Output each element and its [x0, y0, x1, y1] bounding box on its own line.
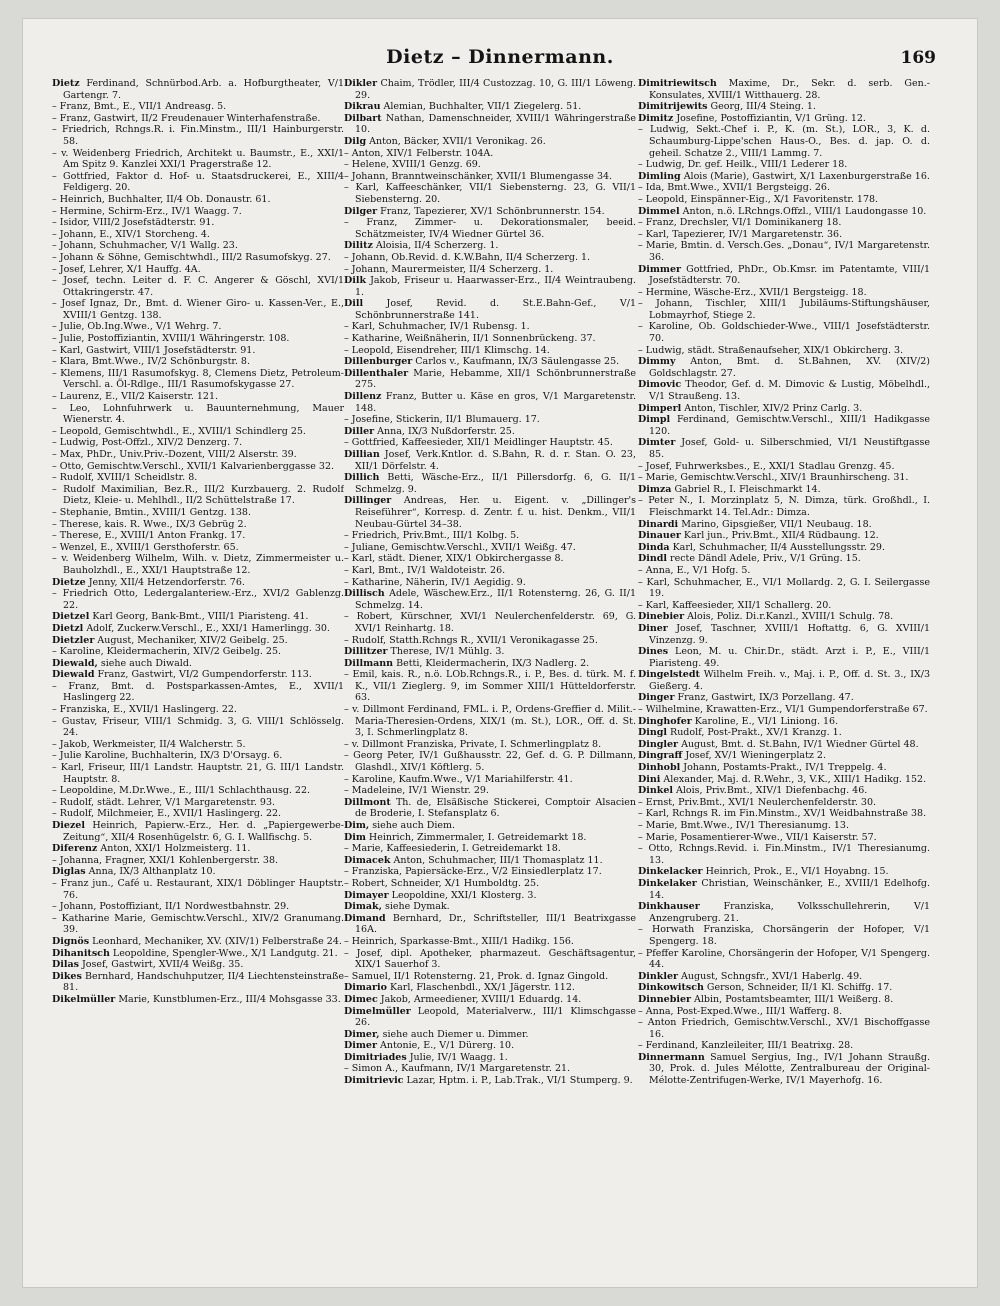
directory-entry: – v. Dillmont Franziska, Private, I. Schmerlingplatz 8.	[344, 738, 602, 750]
directory-entry: Dihanitsch Leopoldine, Spengler-Wwe., X/1 Landgutg. 21.	[52, 947, 338, 959]
directory-entry: – Karoline, Kleidermacherin, XIV/2 Geibelg. 25.	[52, 646, 282, 658]
directory-entry: Dimovic Theodor, Gef. d. M. Dimovic & Lustig, Möbelhdl., V/1 Straußeng. 13.	[638, 379, 930, 403]
directory-entry: Dimayer Leopoldine, XXI/1 Klosterg. 3.	[344, 889, 537, 901]
directory-entry: Dingelstedt Wilhelm Freih. v., Maj. i. P., Off. d. St. 3., IX/3 Gießerg. 4.	[638, 669, 930, 692]
directory-entry: – Katharine, Näherin, IV/1 Aegidig. 9.	[344, 576, 526, 588]
directory-page	[22, 18, 978, 1288]
directory-entry: Dimak, siehe Dymak.	[344, 901, 450, 913]
directory-entry: – Johanna, Fragner, XXI/1 Kohlenbergerstr. 38.	[52, 854, 279, 866]
directory-entry: Dimitriades Julie, IV/1 Waagg. 1.	[344, 1051, 508, 1063]
directory-entry: – Robert, Schneider, X/1 Humboldtg. 25.	[344, 877, 540, 889]
directory-entry: Dillmann Betti, Kleidermacherin, IX/3 Nadlerg. 2.	[344, 657, 590, 669]
directory-entry: Dingraff Josef, XV/1 Wieningerplatz 2.	[638, 750, 826, 762]
directory-entry: – v. Dillmont Ferdinand, FML. i. P., Ordens-Greffier d. Milit.-Maria-Theresien-Ordens, XIX/1 (m. St.), LOR., Off. d. St. 3, I. Schmerlingplatz 8.	[344, 704, 636, 739]
directory-entry: Dilg Anton, Bäcker, XVII/1 Veronikag. 26.	[344, 135, 546, 147]
directory-entry: Dimling Alois (Marie), Gastwirt, X/1 Laxenburgerstraße 16.	[638, 170, 930, 182]
directory-entry: Dikes Bernhard, Handschuhputzer, II/4 Liechtensteinstraße 81.	[52, 970, 344, 994]
directory-entry: Dillenz Franz, Butter u. Käse en gros, V/1 Margaretenstr. 148.	[344, 391, 636, 414]
directory-entry: Dilger Franz, Tapezierer, XV/1 Schönbrunnerstr. 154.	[344, 205, 605, 217]
directory-entry: – Anton, XIV/1 Felberstr. 104A.	[344, 147, 494, 159]
directory-entry: – Stephanie, Bmtin., XVIII/1 Gentzg. 138.	[52, 506, 251, 518]
directory-entry: – Robert, Kürschner, XVI/1 Neulerchenfelderstr. 69, G. XVI/1 Reinhartg. 18.	[344, 611, 636, 634]
directory-entry: – Franziska, E., XVII/1 Haslingerg. 22.	[52, 704, 237, 716]
directory-entry: – Otto, Rchngs.Revid. i. Fin.Minstm., IV/1 Theresianumg. 13.	[638, 843, 930, 866]
directory-entry: – v. Weidenberg Wilhelm, Wilh. v. Dietz, Zimmermeister u. Bauholzhdl., E., XXI/1 Hauptstraße 12.	[52, 553, 344, 576]
directory-entry: Dillmont Th. de, Elsäßische Stickerei, Comptoir Alsacien de Broderie, I. Stefansplatz 6.	[344, 796, 636, 820]
directory-entry: – Ludwig, Post-Offzl., XIV/2 Denzerg. 7.	[52, 437, 243, 449]
directory-entry: Dinkhauser Franziska, Volksschullehrerin, V/1 Anzengruberg. 21.	[638, 901, 930, 924]
directory-entry: – Katharine Marie, Gemischtw.Verschl., XIV/2 Granumang. 39.	[52, 912, 344, 936]
directory-entry: – Johann, E., XIV/1 Storcheng. 4.	[52, 228, 210, 240]
directory-entry: – Helene, XVIII/1 Genzg. 69.	[344, 159, 481, 171]
directory-entry: Dikelmüller Marie, Kunstblumen-Erz., III/4 Mohsgasse 33.	[52, 993, 341, 1005]
directory-entry: – Johann, Schuhmacher, V/1 Wallg. 23.	[52, 240, 238, 252]
directory-entry: – Johann, Tischler, XIII/1 Jubiläums-Stiftungshäuser, Lobmayrhof, Stiege 2.	[638, 298, 930, 321]
directory-entry: – Karl, Gastwirt, VIII/1 Josefstädterstr. 91.	[52, 344, 256, 356]
directory-entry: – Julie, Postoffiziantin, XVIII/1 Währingerstr. 108.	[52, 333, 290, 345]
directory-entry: Dietze Jenny, XII/4 Hetzendorferstr. 76.	[52, 576, 245, 588]
directory-entry: Dimelmüller Leopold, Materialverw., III/1 Klimschgasse 26.	[344, 1005, 636, 1029]
directory-entry: – Josef, Lehrer, X/1 Hauffg. 4A.	[52, 263, 201, 275]
directory-entry: Dimec Jakob, Armeediener, XVIII/1 Eduardg. 14.	[344, 993, 582, 1005]
directory-entry: – Gustav, Friseur, VIII/1 Schmidg. 3, G. VIII/1 Schlösselg. 24.	[52, 715, 344, 739]
directory-entry: Diferenz Anton, XXI/1 Holzmeisterg. 11.	[52, 843, 251, 855]
directory-entry: – Leopoldine, M.Dr.Wwe., E., III/1 Schlachthausg. 22.	[52, 785, 311, 797]
directory-entry: Dillenthaler Marie, Hebamme, XII/1 Schönbrunnerstraße 275.	[344, 367, 636, 391]
directory-entry: – Ida, Bmt.Wwe., XVII/1 Bergsteigg. 26.	[638, 182, 830, 194]
directory-entry: Dimmer Gottfried, PhDr., Ob.Kmsr. im Patentamte, VIII/1 Josefstädterstr. 70.	[638, 263, 930, 287]
directory-entry: – Leopold, Einspänner-Eig., X/1 Favoritenstr. 178.	[638, 193, 879, 205]
directory-entry: – Karl, Rchngs R. im Fin.Minstm., XV/1 Weidbahnstraße 38.	[638, 808, 927, 820]
directory-entry: Dilas Josef, Gastwirt, XVII/4 Weißg. 35.	[52, 959, 244, 971]
directory-entry: – Karl, Tapezierer, IV/1 Margaretenstr. 36.	[638, 228, 843, 240]
directory-entry: Dinkler August, Schngsfr., XVI/1 Haberlg. 49.	[638, 970, 863, 982]
directory-entry: Dill Josef, Revid. d. St.E.Bahn-Gef., V/1 Schönbrunnerstraße 141.	[344, 298, 636, 321]
directory-entry: Dillisch Adele, Wäschew.Erz., II/1 Rotensterng. 26, G. II/1 Schmelzg. 14.	[344, 588, 636, 611]
directory-entry: – Samuel, II/1 Rotensterng. 21, Prok. d. Ignaz Gingold.	[344, 970, 609, 982]
directory-entry: – Heinrich, Buchhalter, II/4 Ob. Donaustr. 61.	[52, 193, 271, 205]
directory-entry: Dingl Rudolf, Post-Prakt., XV/1 Kranzg. 1.	[638, 727, 842, 739]
directory-entry: – Josef, techn. Leiter d. F. C. Angerer & Göschl, XVI/1 Ottakringerstr. 47.	[52, 275, 344, 298]
directory-entry: Dinebier Alois, Poliz. Di.r.Kanzl., XVIII/1 Schulg. 78.	[638, 611, 894, 623]
directory-entry: – Therese, kais. R. Wwe., IX/3 Gebrüg 2.	[52, 518, 247, 530]
directory-entry: – Anton Friedrich, Gemischtw.Verschl., XV/1 Bischoffgasse 16.	[638, 1017, 930, 1040]
directory-entry: Dinnebier Albin, Postamtsbeamter, III/1 Weißerg. 8.	[638, 993, 894, 1005]
directory-entry: Dimario Karl, Flaschenbdl., XX/1 Jägerstr. 112.	[344, 982, 575, 994]
directory-entry: Dindl recte Dändl Adele, Priv., V/1 Grüng. 15.	[638, 553, 861, 565]
directory-entry: Dimitrijewits Georg, III/4 Steing. 1.	[638, 101, 816, 113]
directory-entry: – Franz, Zimmer- u. Dekorationsmaler, beeid. Schätzmeister, IV/4 Wiedner Gürtel 36.	[344, 217, 636, 240]
directory-entry: – Anna, Post-Exped.Wwe., III/1 Wafferg. 8.	[638, 1005, 843, 1017]
directory-entry: – Pfeffer Karoline, Chorsängerin der Hofoper, V/1 Spengerg. 44.	[638, 947, 930, 971]
directory-entry: – Friedrich, Rchngs.R. i. Fin.Minstm., III/1 Hainburgerstr. 58.	[52, 124, 344, 147]
directory-entry: – Laurenz, E., VII/2 Kaiserstr. 121.	[52, 391, 219, 403]
directory-entry: Dikler Chaim, Trödler, III/4 Custozzag. 10, G. III/1 Löweng. 29.	[344, 78, 636, 101]
directory-entry: Dillinger Andreas, Her. u. Eigent. v. „Dillinger's Reiseführer“, Korresp. d. Zentr. f. u. hist. Denkm., VII/1 Neubau-Gürtel 34–38.	[344, 495, 636, 530]
directory-entry: – Ludwig, städt. Straßenaufseher, XIX/1 Obkircherg. 3.	[638, 344, 904, 356]
directory-entry: Dikrau Alemian, Buchhalter, VII/1 Ziegelerg. 51.	[344, 101, 582, 113]
directory-entry: Dinger Franz, Gastwirt, IX/3 Porzellang. 47.	[638, 692, 854, 704]
directory-entry: Dimperl Anton, Tischler, XIV/2 Prinz Carlg. 3.	[638, 402, 863, 414]
directory-entry: – Franziska, Papiersäcke-Erz., V/2 Einsiedlerplatz 17.	[344, 866, 602, 878]
directory-entry: – Franz, Gastwirt, II/2 Freudenauer Winterhafenstraße.	[52, 112, 321, 124]
directory-entry: – Wilhelmine, Krawatten-Erz., VI/1 Gumpendorferstraße 67.	[638, 704, 928, 716]
directory-column-3	[638, 78, 930, 1268]
directory-entry: Dinardi Marino, Gipsgießer, VII/1 Neubaug. 18.	[638, 518, 872, 530]
directory-entry: – Klemens, III/1 Rasumofskyg. 8, Clemens Dietz, Petroleum-Verschl. a. Öl-Rdlge., III/1 Rasumofskygasse 27.	[52, 367, 344, 391]
directory-entry: – Rudolf Maximilian, Bez.R., III/2 Kurzbauerg. 2. Rudolf Dietz, Kleie- u. Mehlhdl., II/2 Schüttelstraße 17.	[52, 483, 344, 507]
directory-entry: Dinkel Alois, Priv.Bmt., XIV/1 Diefenbachg. 46.	[638, 785, 868, 797]
directory-entry: – Julie Karoline, Buchhalterin, IX/3 D'Orsayg. 6.	[52, 750, 283, 762]
directory-entry: – Rudolf, XVIII/1 Scheidlstr. 8.	[52, 472, 198, 484]
directory-entry: – v. Weidenberg Friedrich, Architekt u. Baumstr., E., XXI/1 Am Spitz 9. Kanzlei XXI/1 Pragerstraße 12.	[52, 147, 344, 171]
directory-entry: – Leo, Lohnfuhrwerk u. Bauunternehmung, Mauer Wienerstr. 4.	[52, 402, 344, 426]
directory-entry: – Max, PhDr., Univ.Priv.-Dozent, VIII/2 Alserstr. 39.	[52, 449, 297, 460]
directory-entry: – Leopold, Eisendreher, III/1 Klimschg. 14.	[344, 344, 550, 356]
directory-entry: – Franz, Drechsler, VI/1 Dominikanerg 18.	[638, 217, 842, 229]
directory-entry: – Josef, Fuhrwerksbes., E., XXI/1 Stadlau Grenzg. 45.	[638, 460, 895, 472]
directory-entry: Dinkelacker Heinrich, Prok., E., VI/1 Hoyabng. 15.	[638, 866, 889, 878]
directory-entry: – Hermine, Wäsche-Erz., XVII/1 Bergsteigg. 18.	[638, 286, 867, 298]
directory-entry: – Rudolf, Statth.Rchngs R., XVII/1 Veronikagasse 25.	[344, 634, 598, 646]
directory-entry: – Marie, Bmt.Wwe., IV/1 Theresianumg. 13.	[638, 820, 849, 831]
directory-entry: – Johann, Postoffiziant, II/1 Nordwestbahnstr. 29.	[52, 901, 290, 913]
directory-entry: Dim, siehe auch Diem.	[344, 820, 456, 831]
directory-entry: – Josefine, Stickerin, II/1 Blumauerg. 17.	[344, 414, 540, 426]
directory-entry: – Julie, Ob.Ing.Wwe., V/1 Wehrg. 7.	[52, 321, 222, 333]
directory-entry: Dim Heinrich, Zimmermaler, I. Getreidemarkt 18.	[344, 831, 587, 843]
directory-entry: Diezel Heinrich, Papierw.-Erz., Her. d. „Papiergewerbe-Zeitung“, XII/4 Rosenhügelstr. 6, G. I. Wallfischg. 5.	[52, 820, 344, 843]
directory-entry: Dinnermann Samuel Sergius, Ing., IV/1 Johann Straußg. 30, Prok. d. Jules Mélotte, Zentralbureau der Original-Mélotte-Zentrifugen-Werke, IV/1 Mayerhofg. 16.	[638, 1051, 930, 1087]
directory-entry: – Karl, Bmt., IV/1 Waldoteistr. 26.	[344, 564, 506, 576]
page-header	[22, 46, 978, 76]
directory-entry: Diewald Franz, Gastwirt, VI/2 Gumpendorferstr. 113.	[52, 669, 312, 681]
directory-entry: – Marie, Gemischtw.Verschl., XIV/1 Braunhirscheng. 31.	[638, 472, 909, 484]
directory-entry: Dinhobl Johann, Postamts-Prakt., IV/1 Treppelg. 4.	[638, 762, 887, 774]
page-number: 169	[900, 48, 936, 68]
directory-entry: – Wenzel, E., XVIII/1 Gersthoferstr. 65.	[52, 541, 239, 553]
directory-entry: Dimmel Anton, n.ö. LRchngs.Offzl., VIII/1 Laudongasse 10.	[638, 205, 927, 217]
directory-entry: Dillitzer Therese, IV/1 Mühlg. 3.	[344, 646, 505, 658]
directory-entry: – Marie, Posamentierer-Wwe., VII/1 Kaiserstr. 57.	[638, 831, 877, 843]
directory-entry: Dilitz Aloisia, II/4 Scherzerg. 1.	[344, 240, 499, 252]
directory-entry: – Johann, Branntweinschänker, XVII/1 Blumengasse 34.	[344, 170, 613, 182]
directory-entry: – Karl, Kaffeeschänker, VII/1 Siebensterng. 23, G. VII/1 Siebensterng. 20.	[344, 182, 636, 205]
directory-entry: – Jakob, Werkmeister, II/4 Walcherstr. 5.	[52, 738, 246, 750]
directory-entry: – Johann, Ob.Revid. d. K.W.Bahn, II/4 Scherzerg. 1.	[344, 251, 591, 263]
directory-entry: – Katharine, Weißnäherin, II/1 Sonnenbrückeng. 37.	[344, 333, 596, 345]
directory-entry: – Friedrich, Priv.Bmt., III/1 Kolbg. 5.	[344, 530, 520, 542]
directory-entry: Dimacek Anton, Schuhmacher, III/1 Thomasplatz 11.	[344, 854, 603, 866]
directory-entry: – Karoline, Kaufm.Wwe., V/1 Mariahilferstr. 41.	[344, 773, 573, 785]
directory-entry: Dinkowitsch Gerson, Schneider, II/1 Kl. Schiffg. 17.	[638, 982, 893, 994]
directory-entry: – Therese, E., XVIII/1 Anton Frankg. 17.	[52, 530, 246, 542]
directory-entry: – Isidor, VIII/2 Josefstädterstr. 91.	[52, 217, 215, 229]
directory-entry: Dimand Bernhard, Dr., Schriftsteller, III/1 Beatrixgasse 16A.	[344, 912, 636, 936]
directory-entry: – Karoline, Ob. Goldschieder-Wwe., VIII/1 Josefstädterstr. 70.	[638, 321, 930, 345]
directory-entry: – Hermine, Schirm-Erz., IV/1 Waagg. 7.	[52, 205, 242, 217]
directory-entry: Dietzel Karl Georg, Bank-Bmt., VIII/1 Piaristeng. 41.	[52, 611, 309, 623]
directory-entry: – Franz, Bmt., E., VII/1 Andreasg. 5.	[52, 101, 227, 113]
directory-entry: Dimitrievic Lazar, Hptm. i. P., Lab.Trak., VI/1 Stumperg. 9.	[344, 1075, 633, 1087]
directory-entry: Dini Alexander, Maj. d. R.Wehr., 3, V.K., XIII/1 Hadikg. 152.	[638, 773, 927, 785]
directory-entry: Dingler August, Bmt. d. St.Bahn, IV/1 Wiedner Gürtel 48.	[638, 738, 919, 750]
directory-entry: Diner Josef, Taschner, XVIII/1 Hoftattg. 6, G. XVIII/1 Vinzenzg. 9.	[638, 622, 930, 646]
directory-entry: – Johann, Maurermeister, II/4 Scherzerg. 1.	[344, 263, 554, 275]
directory-entry: – Marie, Kaffeesiederin, I. Getreidemarkt 18.	[344, 843, 561, 855]
running-title: Dietz – Dinnermann.	[386, 46, 614, 68]
directory-entry: – Marie, Bmtin. d. Versch.Ges. „Donau“, IV/1 Margaretenstr. 36.	[638, 240, 930, 263]
directory-entry: Dinauer Karl jun., Priv.Bmt., XII/4 Rüdbaung. 12.	[638, 530, 879, 542]
directory-entry: Dinghofer Karoline, E., VI/1 Liniong. 16.	[638, 715, 839, 727]
directory-entry: Diller Anna, IX/3 Nußdorferstr. 25.	[344, 425, 515, 437]
directory-entry: – Peter N., I. Morzinplatz 5, N. Dimza, türk. Großhdl., I. Fleischmarkt 14. Tel.Adr.: Dimza.	[638, 495, 930, 518]
directory-entry: – Heinrich, Sparkasse-Bmt., XIII/1 Hadikg. 156.	[344, 935, 574, 947]
directory-entry: – Ludwig, Dr. gef. Heilk., VIII/1 Lederer 18.	[638, 159, 848, 171]
directory-entry: – Madeleine, IV/1 Wienstr. 29.	[344, 785, 489, 797]
directory-entry: – Karl, städt. Diener, XIX/1 Obkirchergasse 8.	[344, 553, 564, 565]
directory-entry: – Juliane, Gemischtw.Verschl., XVII/1 Weißg. 47.	[344, 541, 576, 553]
directory-entry: Dinda Karl, Schuhmacher, II/4 Ausstellungsstr. 29.	[638, 541, 885, 553]
directory-column-2	[344, 78, 636, 1268]
directory-entry: – Simon A., Kaufmann, IV/1 Margaretenstr. 21.	[344, 1063, 571, 1075]
directory-entry: Dignös Leonhard, Mechaniker, XV. (XIV/1) Felberstraße 24.	[52, 935, 342, 947]
directory-entry: Dines Leon, M. u. Chir.Dr., städt. Arzt i. P., E., VIII/1 Piaristeng. 49.	[638, 646, 930, 669]
directory-entry: Diglas Anna, IX/3 Althanplatz 10.	[52, 866, 216, 878]
directory-entry: – Ludwig, Sekt.-Chef i. P., K. (m. St.), LOR., 3, K. d. Schaumburg-Lippe'schen Haus-O., Bes. d. jap. O. d. geheil. Schatze 2., VIII/1 Lammg. 7.	[638, 124, 930, 159]
directory-entry: Dietzl Adolf, Zuckerw.Verschl., E., XXI/1 Hamerlingg. 30.	[52, 622, 330, 634]
directory-column-1	[52, 78, 344, 1268]
directory-entry: – Josef Ignaz, Dr., Bmt. d. Wiener Giro- u. Kassen-Ver., E., XVIII/1 Gentzg. 138.	[52, 298, 344, 321]
directory-entry: – Anna, E., V/1 Hofg. 5.	[638, 564, 751, 576]
directory-entry: Dimitz Josefine, Postoffiziantin, V/1 Grüng. 12.	[638, 112, 866, 124]
directory-entry: Dietzler August, Mechaniker, XIV/2 Geibelg. 25.	[52, 634, 288, 646]
directory-entry: – Gottfried, Kaffeesieder, XII/1 Meidlinger Hauptstr. 45.	[344, 437, 613, 449]
directory-entry: Dimza Gabriel R., I. Fleischmarkt 14.	[638, 483, 821, 495]
directory-entry: Dimmy Anton, Bmt. d. St.Bahnen, XV. (XIV/2) Goldschlagstr. 27.	[638, 356, 930, 379]
directory-entry: – Ferdinand, Kanzleileiter, III/1 Beatrixg. 28.	[638, 1040, 854, 1052]
directory-entry: – Karl, Kaffeesieder, XII/1 Schallerg. 20.	[638, 599, 832, 611]
directory-entry: – Franz jun., Café u. Restaurant, XIX/1 Döblinger Hauptstr. 76.	[52, 877, 344, 901]
directory-entry: – Karl, Friseur, III/1 Landstr. Hauptstr. 21, G. III/1 Landstr. Hauptstr. 8.	[52, 762, 344, 785]
directory-entry: – Emil, kais. R., n.ö. LOb.Rchngs.R., i. P., Bes. d. türk. M. f. K., VII/1 Zieglerg. 9, im Sommer XIII/1 Hütteldorferstr. 63.	[344, 669, 636, 704]
directory-entry: – Karl, Schuhmacher, IV/1 Rubensg. 1.	[344, 321, 530, 333]
directory-entry: Dimitriewitsch Maxime, Dr., Sekr. d. serb. Gen.-Konsulates, XVIII/1 Witthauerg. 28.	[638, 78, 930, 101]
directory-entry: Dillich Betti, Wäsche-Erz., II/1 Pillersdorfg. 6, G. II/1 Schmelzg. 9.	[344, 472, 636, 495]
directory-entry: Diewald, siehe auch Diwald.	[52, 657, 192, 669]
directory-entry: – Leopold, Gemischtwhdl., E., XVIII/1 Schindlerg 25.	[52, 425, 306, 437]
directory-entry: – Karl, Schuhmacher, E., VI/1 Mollardg. 2, G. I. Seilergasse 19.	[638, 576, 930, 600]
directory-entry: – Georg Peter, IV/1 Gußhausstr. 22, Gef. d. G. P. Dillmann, Glashdl., XIV/1 Köftlerg. 5.	[344, 750, 636, 774]
directory-entry: Dimter Josef, Gold- u. Silberschmied, VI/1 Neustiftgasse 85.	[638, 437, 930, 460]
directory-entry: – Josef, dipl. Apotheker, pharmazeut. Geschäftsagentur, XIX/1 Sauerhof 3.	[344, 947, 636, 971]
directory-entry: – Ernst, Priv.Bmt., XVI/1 Neulerchenfelderstr. 30.	[638, 796, 877, 808]
directory-entry: – Rudolf, städt. Lehrer, V/1 Margaretenstr. 93.	[52, 796, 276, 808]
directory-entry: – Otto, Gemischtw.Verschl., XVII/1 Kalvarienberggasse 32.	[52, 460, 335, 472]
directory-entry: Dilk Jakob, Friseur u. Haarwasser-Erz., II/4 Weintraubeng. 1.	[344, 275, 636, 298]
directory-entry: – Franz, Bmt. d. Postsparkassen-Amtes, E., XVII/1 Haslingerg 22.	[52, 680, 344, 704]
directory-entry: Dillian Josef, Verk.Kntlor. d. S.Bahn, R. d. r. Stan. O. 23, XII/1 Dörfelstr. 4.	[344, 449, 636, 472]
directory-entry: Dinkelaker Christian, Weinschänker, E., XVIII/1 Edelhofg. 14.	[638, 877, 930, 901]
directory-entry: Dillenburger Carlos v., Kaufmann, IX/3 Säulengasse 25.	[344, 356, 620, 368]
directory-entry: Dimer, siehe auch Diemer u. Dimmer.	[344, 1028, 529, 1040]
directory-entry: – Johann & Söhne, Gemischtwhdl., III/2 Rasumofskyg. 27.	[52, 251, 331, 263]
directory-entry: Dimpl Ferdinand, Gemischtw.Verschl., XIII/1 Hadikgasse 120.	[638, 414, 930, 437]
directory-entry: – Horwath Franziska, Chorsängerin der Hofoper, V/1 Spengerg. 18.	[638, 924, 930, 947]
directory-entry: Dilbart Nathan, Damenschneider, XVIII/1 Währingerstraße 10.	[344, 112, 636, 136]
directory-entry: Dietz Ferdinand, Schnürbod.Arb. a. Hofburgtheater, V/1 Gartengr. 7.	[52, 78, 344, 101]
directory-entry: – Rudolf, Milchmeier, E., XVII/1 Haslingerg. 22.	[52, 808, 282, 820]
directory-entry: – Klara, Bmt.Wwe., IV/2 Schönburgstr. 8.	[52, 356, 250, 368]
directory-entry: – Friedrich Otto, Ledergalanteriew.-Erz., XVI/2 Gablenzg. 22.	[52, 588, 344, 611]
directory-entry: – Gottfried, Faktor d. Hof- u. Staatsdruckerei, E., XIII/4 Feldigerg. 20.	[52, 170, 344, 194]
directory-entry: Dimer Antonie, E., V/1 Dürerg. 10.	[344, 1040, 515, 1052]
